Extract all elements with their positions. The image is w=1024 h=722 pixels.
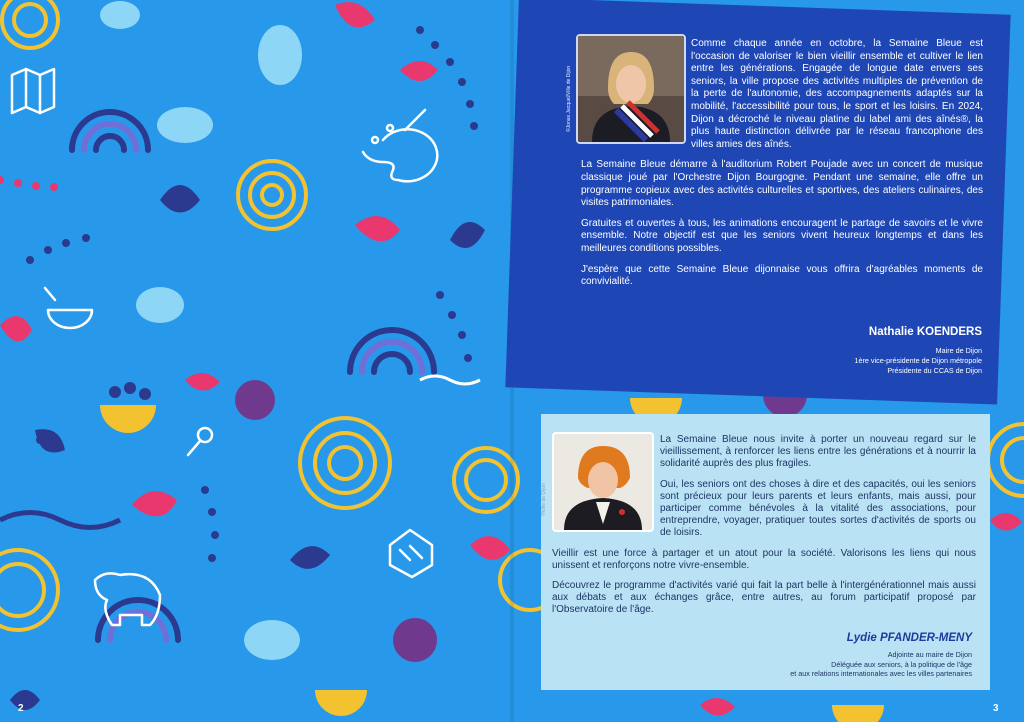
mayor-signature — [722, 326, 982, 376]
mayor-text — [581, 38, 983, 297]
mayor-paragraph: Comme chaque année en octobre, la Semaine Bleue est l'occasion de valoriser le bien vieillir ensemble et cultiver le lien entre les générations. Engagée de longue date envers ses seniors, la ville propose des activités multiples de prévention de la perte de l'autonomie, des accompagnements adaptés sur la mobilité, l'accessibilité pour tous, le sport et les loisirs. En 2024, Dijon a décroché le niveau platine du label ami des aînés®, la plus haute distinction délivrée par le réseau francophone des villes amies des aînés. — [691, 38, 983, 150]
deputy-name: Lydie PFANDER-MENY — [846, 632, 972, 644]
page-number-left: 2 — [18, 703, 24, 714]
mayor-paragraph: Gratuites et ouvertes à tous, les animations encouragent le partage de savoirs et le vivre ensemble. Notre objectif est que les seniors vivent heureux longtemps et dans les meilleures conditions possibles. — [581, 217, 983, 254]
mayor-paragraph: La Semaine Bleue démarre à l'auditorium Robert Poujade avec un concert de musique classique joué par l'Orchestre Dijon Bourgogne. Pendant une semaine, elle offre un programme copieux avec des activités culturelles et sportives, des ateliers culinaires, des visites patrimoniales. — [581, 159, 983, 209]
page-number-right: 3 — [993, 703, 999, 714]
mayor-name: Nathalie KOENDERS — [868, 326, 982, 338]
deputy-role: et aux relations internationales avec les villes partenaires — [790, 669, 972, 679]
mayor-photo-credit: ©Jonas Jacquel/Ville de Dijon — [566, 65, 572, 132]
deputy-role: Adjointe au maire de Dijon — [887, 650, 972, 659]
deputy-paragraph: Vieillir est une force à partager et un atout pour la société. Valorisons les liens qui nous unissent et renforçons notre vivre-ensemble. — [552, 547, 976, 571]
deputy-text — [552, 434, 976, 625]
deputy-role: Déléguée aux seniors, à la politique de l'âge — [831, 659, 972, 669]
deputy-signature — [692, 632, 972, 679]
mayor-paragraph: J'espère que cette Semaine Bleue dijonnaise vous offrira d'agréables moments de convivialité. — [581, 263, 983, 288]
deputy-paragraph: La Semaine Bleue nous invite à porter un nouveau regard sur le vieillissement, à renforcer les liens entre les générations et à nourrir la solidarité auprès des plus fragiles. — [660, 434, 976, 470]
deputy-paragraph: Découvrez le programme d'activités varié qui fait la part belle à l'intergénérationnel mais aussi aux débats et aux échanges grâce, entre autres, au forum participatif proposé par l'Observatoire de l'âge. — [552, 580, 976, 616]
mayor-role: 1ère vice-présidente de Dijon métropole — [854, 356, 982, 365]
deputy-paragraph: Oui, les seniors ont des choses à dire et des capacités, oui les seniors sont précieux pour leurs parents et leurs enfants, mais aussi, pour participer comme bénévoles à la vitalité des associations, pour entreprendre, voyager, pratiquer toutes sortes d'activités de sports ou de loisirs. — [660, 478, 976, 539]
deputy-photo-credit: ©Ville de Dijon — [541, 483, 547, 516]
mayor-role: Maire de Dijon — [935, 346, 982, 355]
mayor-role: Présidente du CCAS de Dijon — [887, 366, 982, 375]
